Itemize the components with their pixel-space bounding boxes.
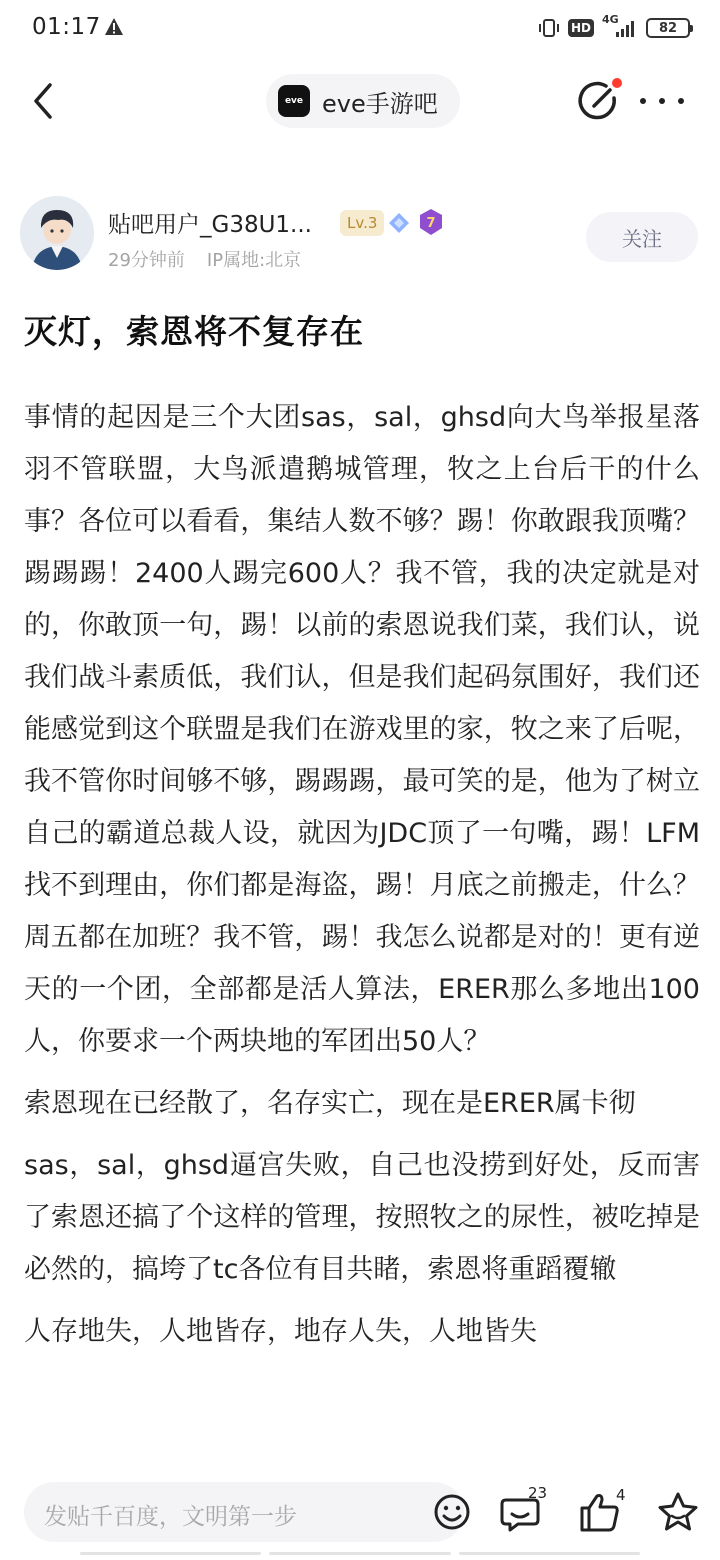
ip-location: IP属地:北京 — [206, 250, 302, 271]
battery-level: 82 — [658, 20, 678, 36]
forum-logo: eve — [278, 85, 310, 117]
edit-post-button[interactable] — [576, 78, 622, 124]
diamond-icon — [388, 212, 410, 234]
status-icons — [538, 14, 690, 42]
follow-button[interactable]: 关注 — [586, 212, 698, 262]
emoji-icon[interactable] — [432, 1492, 472, 1532]
username[interactable]: 贴吧用户_G38U1... — [108, 212, 312, 238]
status-bar — [0, 0, 720, 58]
post-paragraph: 人存地失，人地皆存，地存人失，人地皆失 — [24, 1316, 537, 1347]
like-count: 4 — [616, 1486, 626, 1504]
network-type: 4G — [602, 13, 619, 26]
post-paragraph: 索恩现在已经散了，名存实亡，现在是ERER属卡彻 — [24, 1088, 636, 1119]
top-nav — [0, 66, 720, 136]
post-paragraph: 事情的起因是三个大团sas，sal，ghsd向大鸟举报星落羽不管联盟，大鸟派遣鹅城管理，牧之上台后干的什么事？各位可以看看，集结人数不够？踢！你敢跟我顶嘴？踢踢踢！2400人踢完600人？我不管，我的决定就是对的，你敢顶一句，踢！以前的索恩说我们菜，我们认，说我们战斗素质低，我们认，但是我们起码氛围好，我们还能感觉到这个联盟是我们在游戏里的家，牧之来了后呢，我不管你时间够不够，踢踢踢，最可笑的是，他为了树立自己的霸道总裁人设，就因为JDC顶了一句嘴，踢！LFM找不到理由，你们都是海盗，踢！月底之前搬走，什么？周五都在加班？我不管，踢！我怎么说都是对的！更有逆天的一个团，全部都是活人算法，ERER那么多地出100人，你要求一个两块地的军团出50人？ — [24, 402, 700, 1057]
level-badge: Lv.3 — [340, 210, 384, 236]
post-time: 29分钟前 — [108, 250, 185, 271]
back-button[interactable] — [26, 80, 62, 122]
star-icon[interactable] — [656, 1490, 700, 1534]
bottom-bar — [0, 1470, 720, 1560]
avatar[interactable] — [20, 196, 94, 270]
post-body — [24, 392, 700, 1368]
forum-name: eve手游吧 — [322, 89, 438, 118]
hd-badge: HD — [568, 19, 594, 37]
vibrate-icon — [538, 17, 560, 39]
reply-placeholder: 发贴千百度，文明第一步 — [44, 1504, 297, 1530]
battery-icon — [646, 18, 690, 38]
signal-icon — [602, 13, 638, 39]
home-indicator — [80, 1552, 640, 1556]
comment-count: 23 — [528, 1484, 548, 1502]
svg-text:7: 7 — [426, 216, 436, 231]
post-meta — [108, 246, 301, 272]
author-row — [0, 190, 720, 290]
notification-dot — [612, 78, 622, 88]
more-icon — [640, 98, 646, 104]
forum-link[interactable] — [266, 74, 460, 128]
rank-badge-icon — [418, 208, 444, 236]
post-paragraph: sas，sal，ghsd逼宫失败，自己也没捞到好处，反而害了索恩还搞了个这样的管理，按照牧之的尿性，被吃掉是必然的，搞垮了tc各位有目共睹，索恩将重蹈覆辙 — [24, 1150, 700, 1285]
post-title: 灭灯，索恩将不复存在 — [24, 312, 364, 351]
status-time: 01:17 — [32, 14, 101, 40]
reply-input[interactable] — [24, 1482, 464, 1542]
warning-icon — [104, 17, 124, 37]
more-options-button[interactable] — [640, 84, 684, 118]
